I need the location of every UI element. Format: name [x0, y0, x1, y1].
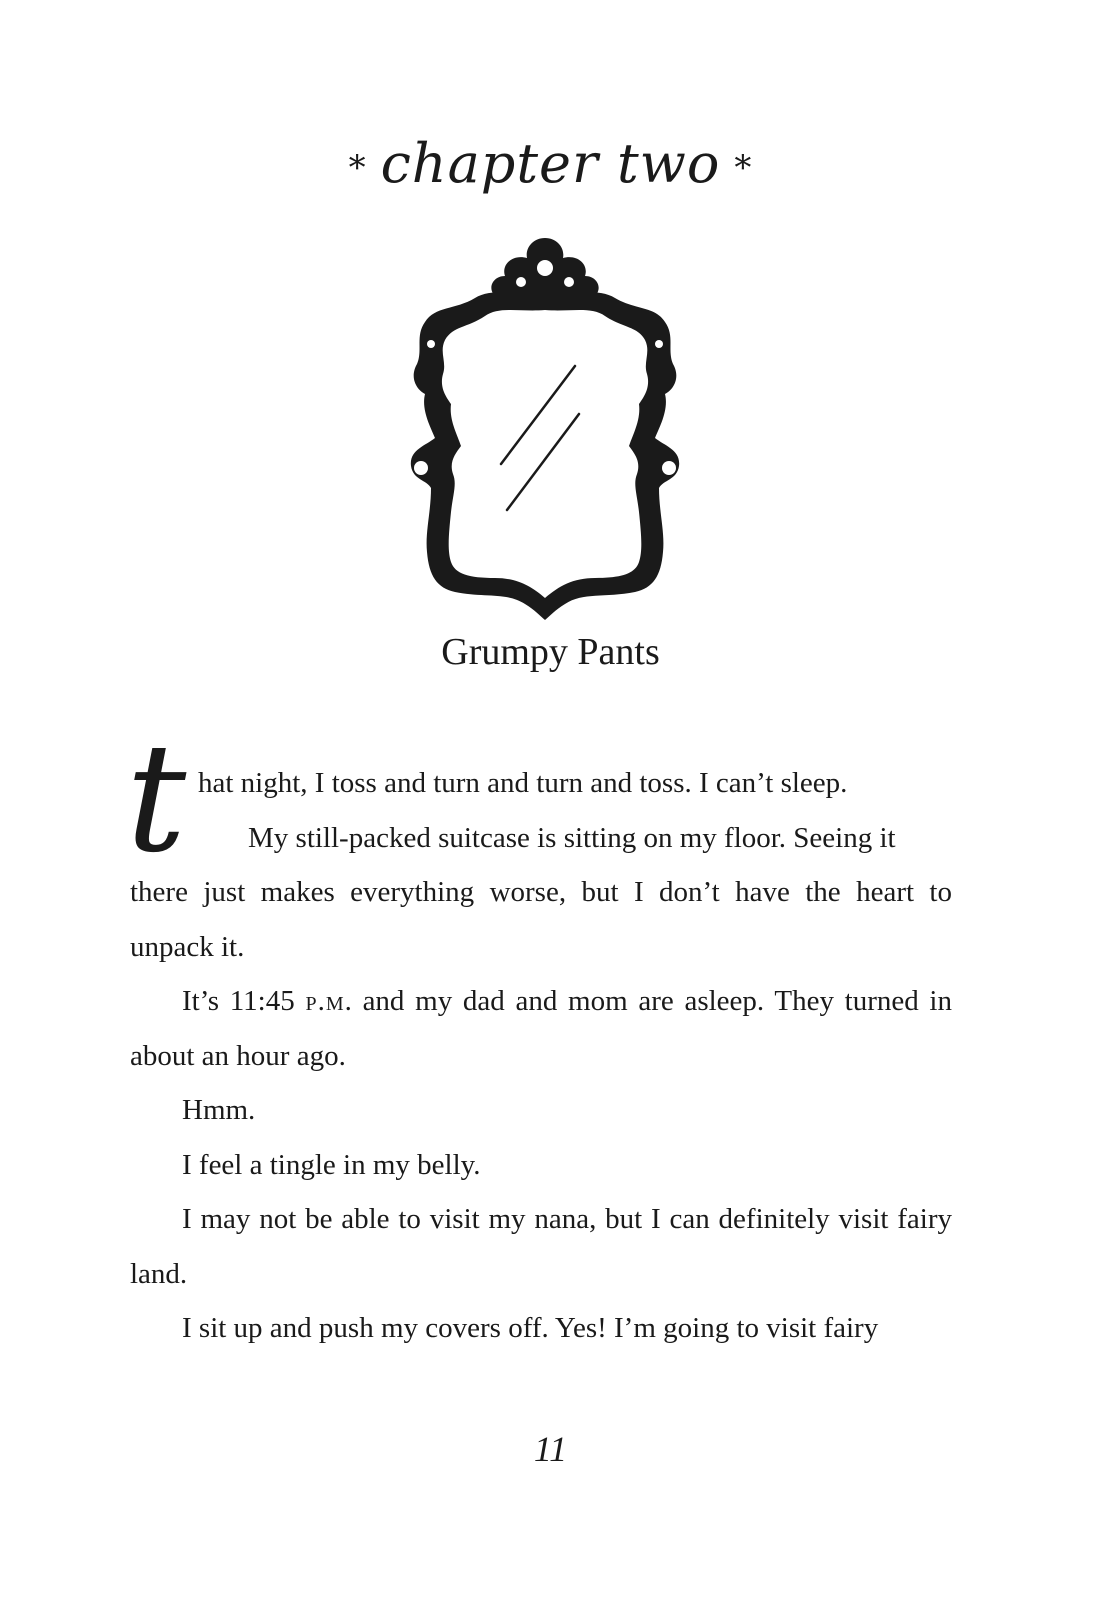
- star-ornament-right: *: [734, 148, 753, 188]
- ornate-mirror-icon: [395, 232, 695, 632]
- paragraph-7: I sit up and push my covers off. Yes! I’m going to visit fairy: [182, 1312, 879, 1344]
- paragraph-3: It’s 11:45 p.m. and my dad and mom are asleep. They turned in about an hour ago.: [130, 985, 952, 1072]
- time-suffix: p.m: [305, 985, 345, 1017]
- paragraph-2-rest: there just makes everything worse, but I don’t have the heart to unpack it.: [130, 876, 952, 963]
- paragraph-6: I may not be able to visit my nana, but I can definitely visit fairy land.: [130, 1203, 952, 1290]
- svg-text:t: t: [126, 730, 187, 870]
- paragraph-1-line-1: hat night, I toss and turn and turn and toss. I can’t sleep.: [198, 767, 848, 799]
- body-text: [130, 756, 952, 1356]
- chapter-heading: [0, 132, 1101, 195]
- star-ornament-left: *: [348, 148, 367, 188]
- paragraph-5: I feel a tingle in my belly.: [182, 1148, 481, 1181]
- chapter-title: Grumpy Pants: [441, 631, 660, 673]
- chapter-heading-text: chapter two: [380, 132, 721, 195]
- page-number: 11: [533, 1429, 568, 1469]
- paragraph-4: Hmm.: [182, 1094, 256, 1126]
- paragraph-2-line-1: My still-packed suitcase is sitting on my floor. Seeing it: [248, 821, 896, 854]
